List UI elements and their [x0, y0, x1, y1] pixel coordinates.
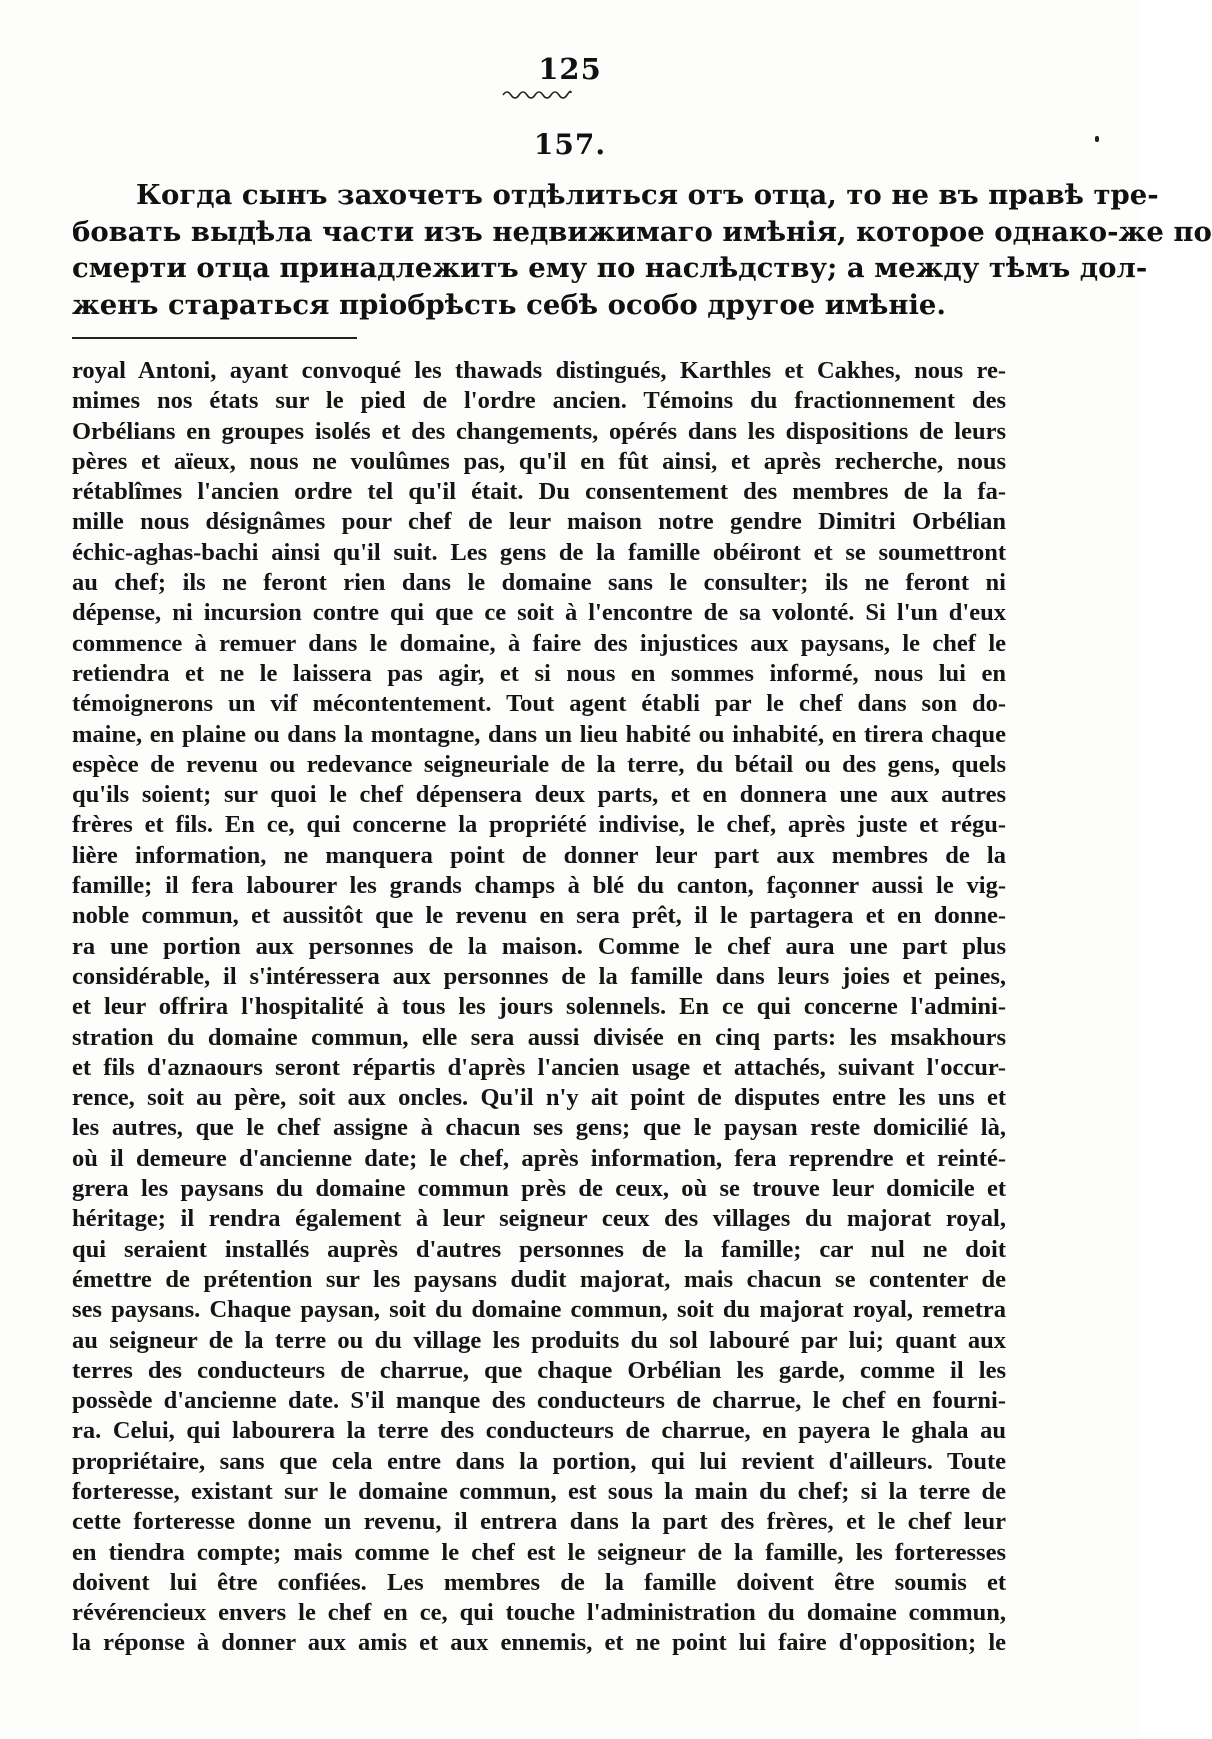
french-line: en tiendra compte; mais comme le chef est le seigneur de la famille, les forteresses — [72, 1538, 1006, 1566]
russian-line: бовать выдѣла части изъ недвижимаго имѣнія, которое однако-же по — [72, 215, 1212, 248]
french-line: et fils d'aznaours seront répartis d'après l'ancien usage et attachés, suivant l'occur- — [72, 1053, 1006, 1081]
french-line: espèce de revenu ou redevance seigneuriale de la terre, du bétail ou des gens, quels — [72, 750, 1006, 778]
french-line: mille nous désignâmes pour chef de leur maison notre gendre Dimitri Orbélian — [72, 508, 1006, 536]
french-line: échic-aghas-bachi ainsi qu'il suit. Les gens de la famille obéiront et se soumettront — [72, 538, 1006, 566]
french-line: les autres, que le chef assigne à chacun ses gens; que le paysan reste domicilié là, — [72, 1114, 1006, 1142]
french-line: qu'ils soient; sur quoi le chef dépensera deux parts, et en donnera une aux autres — [72, 781, 1006, 809]
french-line: forteresse, existant sur le domaine commun, est sous la main du chef; si la terre de — [72, 1477, 1006, 1505]
section-number: 157. — [533, 128, 607, 161]
footnote-separator-rule — [72, 337, 357, 339]
french-line: commence à remuer dans le domaine, à faire des injustices aux paysans, le chef le — [72, 629, 1006, 657]
russian-line: Когда сынъ захочетъ отдѣлиться отъ отца, то не въ правѣ тре- — [136, 179, 1159, 211]
french-line: qui seraient installés auprès d'autres personnes de la famille; car nul ne doit — [72, 1235, 1006, 1263]
russian-paragraph — [72, 177, 1212, 323]
french-line: doivent lui être confiées. Les membres de la famille doivent être soumis et — [72, 1568, 1006, 1596]
french-line: considérable, il s'intéressera aux personnes de la famille dans leurs joies et peines, — [72, 962, 1006, 990]
french-line: témoignerons un vif mécontentement. Tout agent établi par le chef dans son do- — [72, 690, 1006, 718]
french-paragraph — [72, 356, 1006, 1659]
french-line: émettre de prétention sur les paysans dudit majorat, mais chacun se contenter de — [72, 1265, 1006, 1293]
french-line: mimes nos états sur le pied de l'ordre ancien. Témoins du fractionnement des — [72, 387, 1006, 415]
french-line: retiendra et ne le laissera pas agir, et si nous en sommes informé, nous lui en — [72, 659, 1006, 687]
french-line: et leur offrira l'hospitalité à tous les jours solennels. En ce qui concerne l'admini- — [72, 993, 1006, 1021]
french-line: au seigneur de la terre ou du village les produits du sol labouré par lui; quant aux — [72, 1326, 1006, 1354]
french-line: dépense, ni incursion contre qui que ce soit à l'encontre de sa volonté. Si l'un d'eux — [72, 599, 1006, 627]
french-line: pères et aïeux, nous ne voulûmes pas, qu'il en fût ainsi, et après recherche, nous — [72, 447, 1006, 475]
french-line: possède d'ancienne date. S'il manque des conducteurs de charrue, le chef en fourni- — [72, 1387, 1006, 1415]
french-line: frères et fils. En ce, qui concerne la propriété indivise, le chef, après juste et régu- — [72, 811, 1006, 839]
french-line: révérencieux envers le chef en ce, qui touche l'administration du domaine commun, — [72, 1599, 1006, 1627]
french-line: noble commun, et aussitôt que le revenu en sera prêt, il le partagera et en donne- — [72, 902, 1006, 930]
french-line: stration du domaine commun, elle sera aussi divisée en cinq parts: les msakhours — [72, 1023, 1006, 1051]
russian-line: женъ стараться пріобрѣсть себѣ особо другое имѣніе. — [72, 288, 946, 321]
french-line: la réponse à donner aux amis et aux ennemis, et ne point lui faire d'opposition; le — [72, 1629, 1006, 1657]
french-line: héritage; il rendra également à leur seigneur ceux des villages du majorat royal, — [72, 1205, 1006, 1233]
page-number: 125 — [538, 52, 602, 86]
russian-line: смерти отца принадлежитъ ему по наслѣдству; а между тѣмъ дол- — [72, 252, 1148, 284]
french-line: rétablîmes l'ancien ordre tel qu'il était. Du consentement des membres de la fa- — [72, 478, 1006, 506]
french-line: ra une portion aux personnes de la maison. Comme le chef aura une part plus — [72, 932, 1006, 960]
french-line: Orbélians en groupes isolés et des changements, opérés dans les dispositions de leurs — [72, 417, 1006, 445]
french-line: rence, soit au père, soit aux oncles. Qu'il n'y ait point de disputes entre les uns et — [72, 1084, 1006, 1112]
french-line: ses paysans. Chaque paysan, soit du domaine commun, soit du majorat royal, remetra — [72, 1296, 1006, 1324]
french-line: royal Antoni, ayant convoqué les thawads distingués, Karthles et Cakhes, nous re- — [72, 357, 1006, 384]
french-line: où il demeure d'ancienne date; le chef, après information, fera reprendre et reinté- — [72, 1144, 1006, 1172]
french-line: ra. Celui, qui labourera la terre des conducteurs de charrue, en payera le ghala au — [72, 1417, 1006, 1445]
french-line: cette forteresse donne un revenu, il entrera dans la part des frères, et le chef leur — [72, 1508, 1006, 1536]
french-line: grera les paysans du domaine commun près de ceux, où se trouve leur domicile et — [72, 1175, 1006, 1203]
french-line: maine, en plaine ou dans la montagne, dans un lieu habité ou inhabité, en tirera chaque — [72, 720, 1006, 748]
french-line: lière information, ne manquera point de donner leur part aux membres de la — [72, 841, 1006, 869]
page-number-ornament — [501, 87, 573, 99]
french-line: propriétaire, sans que cela entre dans la portion, qui lui revient d'ailleurs. Toute — [72, 1447, 1006, 1475]
french-line: famille; il fera labourer les grands champs à blé du canton, façonner aussi le vig- — [72, 872, 1006, 900]
french-line: terres des conducteurs de charrue, que chaque Orbélian les garde, comme il les — [72, 1356, 1006, 1384]
french-line: au chef; ils ne feront rien dans le domaine sans le consulter; ils ne feront ni — [72, 569, 1006, 597]
